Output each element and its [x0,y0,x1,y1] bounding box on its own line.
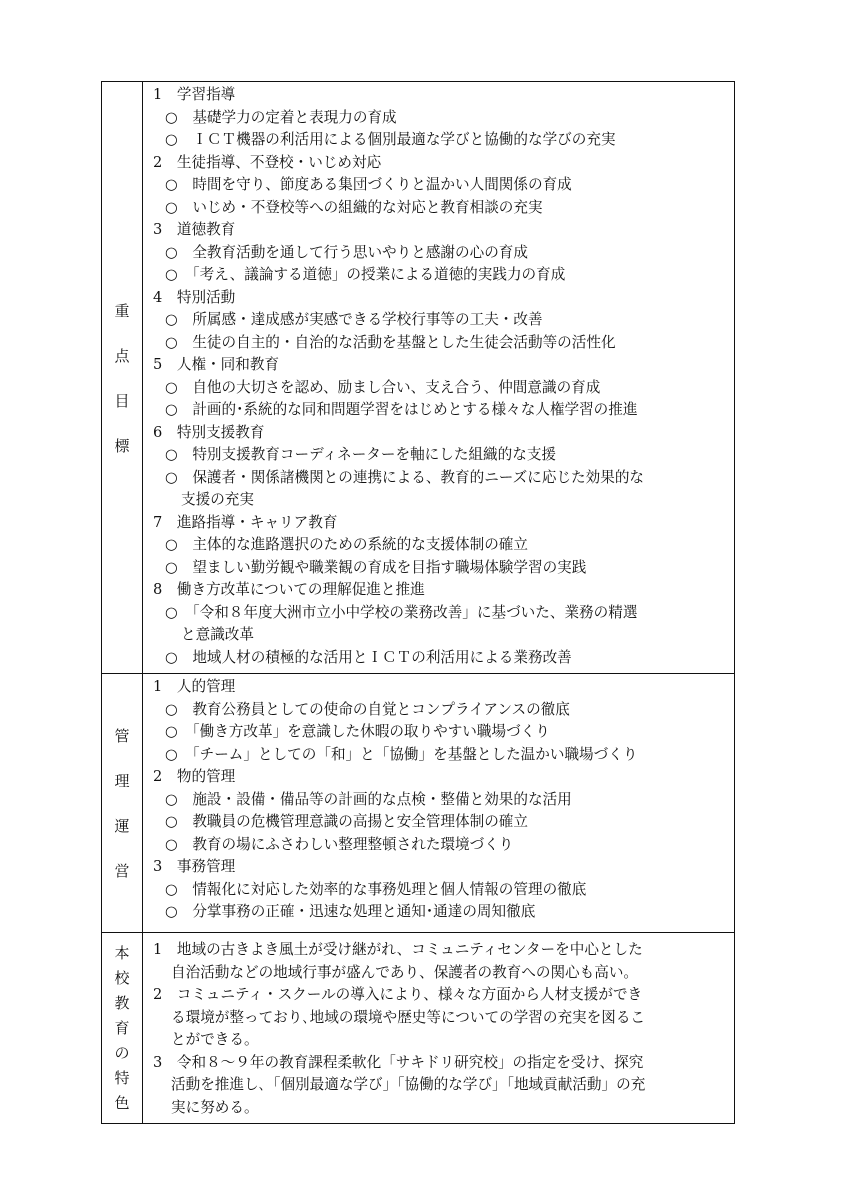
feature-continuation: る環境が整っており､地域の環境や歴史等についての学習の充実を図るこ [171,1008,646,1026]
bullet-item: ○ 基礎学力の定着と表現力の育成 [165,108,397,126]
section-school-features [102,933,735,1124]
section-management [102,674,735,933]
group-heading: 1 学習指導 [153,86,236,103]
bullet-item: ○ 施設・設備・備品等の計画的な点検・整備と効果的な活用 [165,790,572,808]
label-char: 色 [114,1094,130,1112]
label-char: 校 [114,969,130,987]
bullet-item: ○ 教育公務員としての使命の自覚とコンプライアンスの徹底 [165,700,570,718]
label-char: 理 [114,772,130,790]
section-content-cell [143,933,735,1124]
vertical-label [102,942,142,1114]
management-group-list [153,676,728,924]
label-char: 特 [114,1069,130,1087]
group-heading: 3 事務管理 [153,858,236,875]
label-char: 管 [114,727,130,745]
section-label-cell [102,674,143,933]
group-heading: 5 人権・同和教育 [153,356,280,373]
bullet-item: ○ 全教育活動を通して行う思いやりと感謝の心の育成 [165,243,528,261]
bullet-item: ○ 望ましい勤労観や職業観の育成を目指す職場体験学習の実践 [165,558,587,576]
label-char: 重 [114,301,130,320]
section-label-cell [102,933,143,1124]
bullet-item: ○ 「考え、議論する道徳」の授業による道徳的実践力の育成 [165,266,566,283]
section-content-cell [143,674,735,933]
bullet-item: ○ 情報化に対応した効率的な事務処理と個人情報の管理の徹底 [165,880,587,898]
label-char: 標 [114,436,130,455]
bullet-item: ○ 計画的･系統的な同和問題学習をはじめとする様々な人権学習の推進 [165,401,638,418]
group-heading: 2 生徒指導、不登校・いじめ対応 [153,153,382,171]
bullet-item: ○ 分掌事務の正確・迅速な処理と通知･通達の周知徹底 [165,903,536,920]
vertical-label [102,725,142,881]
bullet-item: ○ 地域人材の積極的な活用とＩＣＴの利活用による業務改善 [165,648,572,666]
group-heading: 3 道徳教育 [153,221,236,238]
bullet-item: ○ 教職員の危機管理意識の高揚と安全管理体制の確立 [165,813,528,830]
bullet-item: ○ ＩＣＴ機器の利活用による個別最適な学びと協働的な学びの充実 [165,131,616,148]
group-heading: 1 人的管理 [153,678,236,695]
bullet-item: ○ 保護者・関係諸機関との連携による、教育的ニーズに応じた効果的な [165,468,645,486]
feature-continuation: 自治活動などの地域行事が盛んであり、保護者の教育への関心も高い。 [171,963,639,981]
label-char: の [114,1044,130,1062]
feature-continuation: 実に努める。 [171,1098,259,1116]
section-content-cell [143,82,735,674]
bullet-item: ○ 「働き方改革」を意識した休暇の取りやすい職場づくり [165,723,550,740]
vertical-label [102,300,142,456]
school-plan-table [101,81,735,1124]
label-char: 運 [114,817,130,835]
bullet-item: ○ 「令和８年度大洲市立小中学校の業務改善」に基づいた、業務の精選 [165,603,638,621]
bullet-item: ○ 特別支援教育コーディネーターを軸にした組織的な支援 [165,446,557,463]
label-char: 教 [114,994,130,1012]
bullet-item: ○ いじめ・不登校等への組織的な対応と教育相談の充実 [165,198,543,216]
bullet-item: ○ 時間を守り、節度ある集団づくりと温かい人間関係の育成 [165,176,572,193]
bullet-item: ○ 自他の大切さを認め、励まし合い、支え合う、仲間意識の育成 [165,378,601,396]
group-heading: 7 進路指導・キャリア教育 [153,513,338,531]
section-label-cell [102,82,143,674]
bullet-item: ○ 所属感・達成感が実感できる学校行事等の工夫・改善 [165,311,543,328]
group-heading: 4 特別活動 [153,288,236,306]
bullet-item: ○ 主体的な進路選択のための系統的な支援体制の確立 [165,536,528,553]
group-heading: 6 特別支援教育 [153,423,265,441]
goal-group-list [153,84,728,669]
group-heading: 8 働き方改革についての理解促進と推進 [153,581,425,598]
bullet-item: ○ 教育の場にふさわしい整理整頓された環境づくり [165,835,514,853]
label-char: 点 [114,346,130,365]
feature-item: 3 令和８～９年の教育課程柔軟化「サキドリ研究校」の指定を受け、探究 [153,1053,644,1071]
feature-continuation: とができる。 [171,1031,259,1048]
bullet-item: ○ 生徒の自主的・自治的な活動を基盤とした生徒会活動等の活性化 [165,333,616,351]
label-char: 本 [114,944,130,962]
feature-continuation: 活動を推進し､「個別最適な学び」「協働的な学び」「地域貢献活動」の充 [171,1076,646,1093]
label-char: 育 [114,1019,130,1037]
label-char: 目 [114,391,130,410]
group-heading: 2 物的管理 [153,768,236,785]
section-priority-goals [102,82,735,674]
feature-item: 1 地域の古きよき風土が受け継がれ、コミュニティセンターを中心とした [153,941,643,958]
bullet-continuation: と意識改革 [181,626,254,643]
feature-item: 2 コミュニティ・スクールの導入により、様々な方面から人材支援ができ [153,986,643,1003]
bullet-continuation: 支援の充実 [181,491,254,508]
bullet-item: ○ 「チーム」としての「和」と「協働」を基盤とした温かい職場づくり [165,745,638,763]
label-char: 営 [114,862,130,880]
